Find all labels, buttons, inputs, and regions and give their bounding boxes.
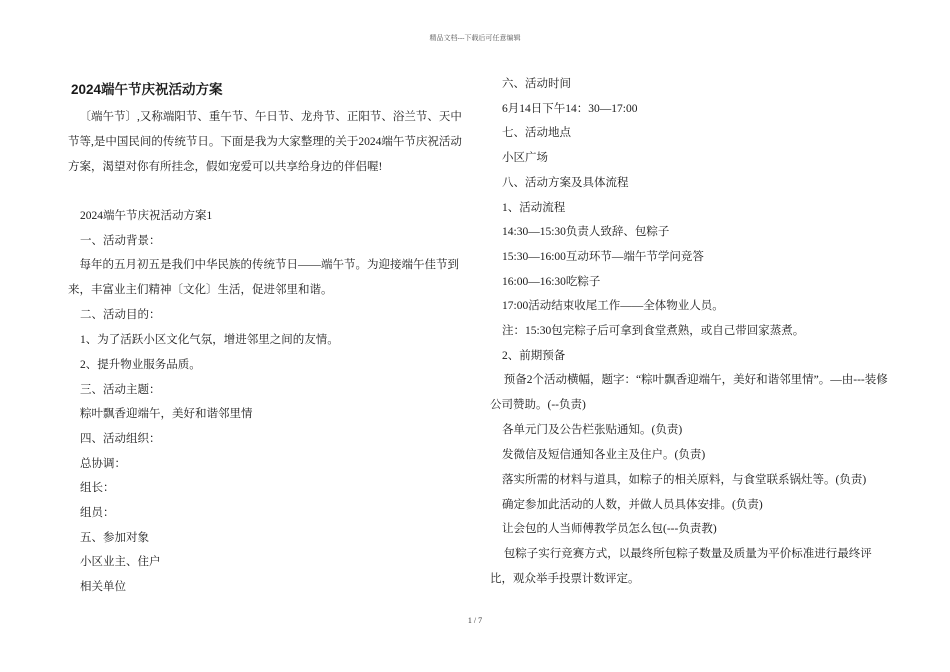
section-3-heading: 三、活动主题：	[80, 383, 161, 396]
prep-item-1: 预备2个活动横幅，题字：“粽叶飘香迎端午，美好和谐邻里情”。—由---装修公司赞助。(--负责)	[490, 374, 888, 412]
flow-item-4: 17:00活动结束收尾工作——全体物业人员。	[502, 300, 724, 313]
section-1-heading: 一、活动背景：	[80, 234, 161, 247]
flow-note: 注：15:30包完粽子后可拿到食堂煮熟，或自己带回家蒸煮。	[502, 325, 805, 338]
prep-item-6: 让会包的人当师傅教学员怎么包(---负责教)	[502, 523, 717, 536]
intro-paragraph: 〔端午节〕,又称端阳节、重午节、午日节、龙舟节、正阳节、浴兰节、天中节等,是中国民间的传统节日。下面是我为大家整理的关于2024端午节庆祝活动方案，渴望对你有所挂念，假如宠爱可以共享给身边的伴侣喔!	[68, 111, 462, 173]
section-2-item-1: 1、为了活跃小区文化气氛，增进邻里之间的友情。	[80, 334, 339, 347]
section-5-heading: 五、参加对象	[80, 531, 149, 544]
section-5-item-2: 相关单位	[80, 581, 126, 594]
section-4-item-3: 组员：	[80, 507, 115, 520]
spacer	[68, 180, 468, 204]
flow-item-1: 14:30—15:30负责人致辞、包粽子	[502, 226, 670, 239]
section-2-item-2: 2、提升物业服务品质。	[80, 358, 201, 371]
prep-item-3: 发微信及短信通知各业主及住户。(负责)	[502, 449, 706, 462]
prep-item-7: 包粽子实行竞赛方式，以最终所包粽子数量及质量为平价标准进行最终评比，观众举手投票计数评定。	[490, 547, 872, 585]
section-4-item-1: 总协调：	[80, 457, 126, 470]
prep-item-2: 各单元门及公告栏张贴通知。(负责)	[502, 424, 683, 437]
section-6-text: 6月14日下午14：30—17:00	[502, 102, 638, 115]
flow-item-3: 16:00—16:30吃粽子	[502, 275, 601, 288]
section-5-item-1: 小区业主、住户	[80, 556, 161, 569]
right-column	[490, 72, 890, 592]
section-7-text: 小区广场	[502, 152, 548, 165]
section-7-heading: 七、活动地点	[502, 127, 571, 140]
section-8-heading: 八、活动方案及具体流程	[502, 176, 629, 189]
prep-item-4: 落实所需的材料与道具，如粽子的相关原料，与食堂联系锅灶等。(负责)	[502, 473, 867, 486]
section-2-heading: 二、活动目的：	[80, 309, 161, 322]
flow-heading: 1、活动流程	[502, 201, 566, 214]
header-note: 精品文档---下载后可任意编辑	[429, 34, 521, 42]
section-3-text: 粽叶飘香迎端午，美好和谐邻里情	[80, 408, 253, 421]
flow-item-2: 15:30—16:00互动环节—端午节学问竞答	[502, 250, 704, 263]
section-1-text: 每年的五月初五是我们中华民族的传统节日——端午节。为迎接端午佳节到来，丰富业主们精神〔文化〕生活，促进邻里和谐。	[68, 259, 459, 297]
section-4-item-2: 组长：	[80, 482, 115, 495]
prep-heading: 2、前期预备	[502, 349, 566, 362]
prep-item-5: 确定参加此活动的人数，并做人员具体安排。(负责)	[502, 498, 763, 511]
left-column	[68, 79, 468, 600]
section-4-heading: 四、活动组织：	[80, 432, 161, 445]
document-title: 2024端午节庆祝活动方案	[71, 82, 223, 97]
page-number: 1 / 7	[467, 616, 483, 625]
section-6-heading: 六、活动时间	[502, 78, 571, 90]
plan-subtitle: 2024端午节庆祝活动方案1	[80, 210, 213, 222]
